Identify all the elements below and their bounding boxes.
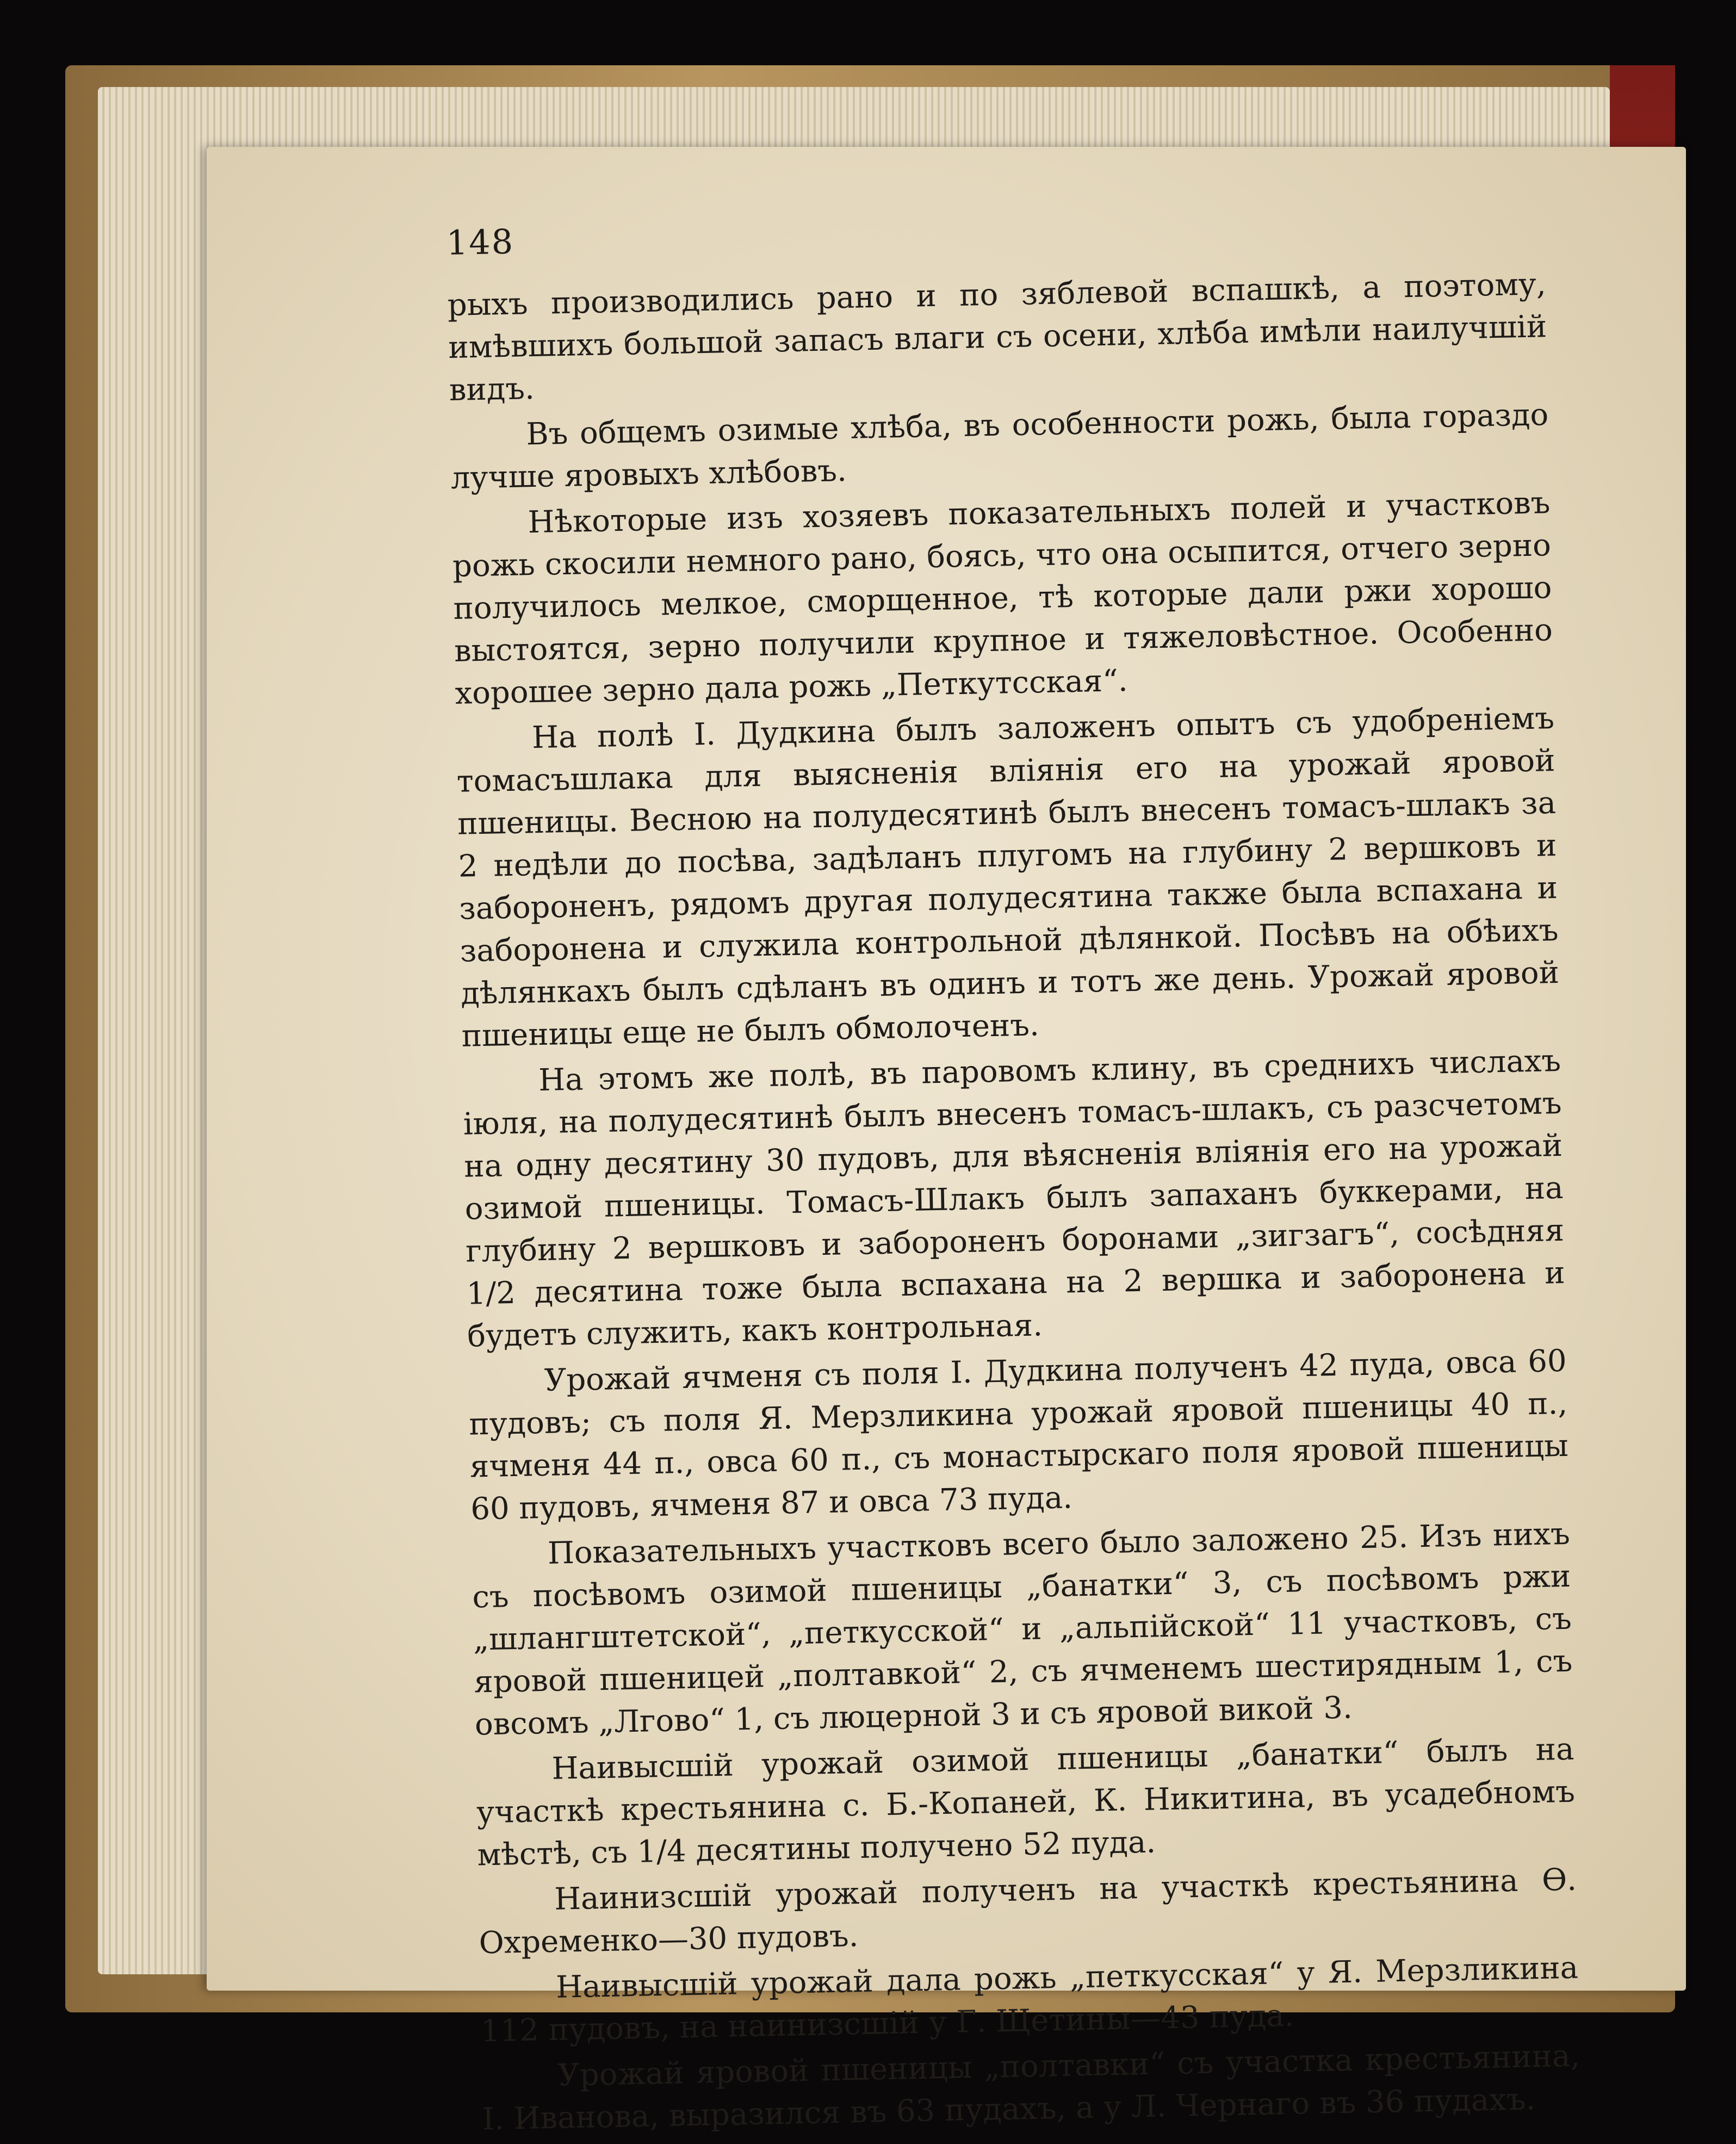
book-page xyxy=(207,147,1686,2137)
paragraph: Наинизсшій урожай полученъ на участкѣ крестьянина Ѳ. Охременко—30 пудовъ. xyxy=(479,1862,1577,1961)
book xyxy=(65,65,1675,2137)
paragraph: Наивысшій урожай озимой пшеницы „банатки“ былъ на участкѣ крестьянина с. Б.-Копаней, К. Никитина, въ усадебномъ мѣстѣ, съ 1/4 десятины получено 52 пуда. xyxy=(476,1731,1576,1873)
paragraph: Показательныхъ участковъ всего было заложено 25. Изъ нихъ съ посѣвомъ озимой пшеницы „банатки“ 3, съ посѣвомъ ржи „шлангштетской“, „петкусской“ и „альпійской“ 11 участковъ, съ яровой пшеницей „полтавкой“ 2, съ ячменемъ шестирядным 1, съ овсомъ „Лгово“ 1, съ люцерной 3 и съ яровой викой 3. xyxy=(472,1516,1573,1743)
paragraph: рыхъ производились рано и по зяблевой вспашкѣ, а поэтому, имѣвшихъ большой запасъ влаги съ осени, хлѣба имѣли наилучшій видъ. xyxy=(447,267,1547,408)
page-number: 148 xyxy=(446,221,514,263)
paragraph: Урожай яровой пшеницы „полтавки“ съ участка крестьянина, I. Иванова, выразился въ 63 пудахъ, а у Л. Чернаго въ 36 пудахъ. xyxy=(482,2038,1580,2137)
paragraph: Урожай ячменя съ поля I. Дудкина полученъ 42 пуда, овса 60 пудовъ; съ поля Я. Мерзликина урожай яровой пшеницы 40 п., ячменя 44 п., овса 60 п., съ монастырскаго поля яровой пшеницы 60 пудовъ, ячменя 87 и овса 73 пуда. xyxy=(468,1343,1569,1527)
paragraph: Въ общемъ озимые хлѣба, въ особенности рожь, была гораздо лучше яровыхъ хлѣбовъ. xyxy=(450,397,1549,496)
paragraph: На этомъ же полѣ, въ паровомъ клину, въ среднихъ числахъ іюля, на полудесятинѣ былъ внесенъ томасъ-шлакъ, съ разсчетомъ на одну десятину 30 пудовъ, для вѣясненія вліянія его на урожай озимой пшеницы. Томасъ-Шлакъ былъ запаханъ буккерами, на глубину 2 вершковъ и забороненъ боронами „зигзагъ“, сосѣдняя 1/2 десятина тоже была вспахана на 2 вершка и заборонена и будетъ служить, какъ контрольная. xyxy=(463,1043,1566,1354)
paragraph: На полѣ I. Дудкина былъ заложенъ опытъ съ удобреніемъ томасъшлака для выясненія вліянія его на урожай яровой пшеницы. Весною на полудесятинѣ былъ внесенъ томасъ-шлакъ за 2 недѣли до посѣва, задѣланъ плугомъ на глубину 2 вершковъ и забороненъ, рядомъ другая полудесятина также была вспахана и заборонена и служила контрольной дѣлянкой. Посѣвъ на обѣихъ дѣлянкахъ былъ сдѣланъ въ одинъ и тотъ же день. Урожай яровой пшеницы еще не былъ обмолоченъ. xyxy=(456,701,1560,1054)
paragraph: Нѣкоторые изъ хозяевъ показательныхъ полей и участковъ рожь скосили немного рано, боясь, что она осыпится, отчего зерно получилось мелкое, сморщенное, тѣ которые дали ржи хорошо выстоятся, зерно получили крупное и тяжеловѣстное. Особенно хорошее зерно дала рожь „Петкутсская“. xyxy=(452,485,1553,711)
paragraph: Наивысшій урожай дала рожь „петкусская“ у Я. Мерзликина 112 пудовъ, на наинизсшій у Г. Щетины—43 пуда. xyxy=(480,1950,1579,2049)
page-content xyxy=(446,202,1581,2144)
